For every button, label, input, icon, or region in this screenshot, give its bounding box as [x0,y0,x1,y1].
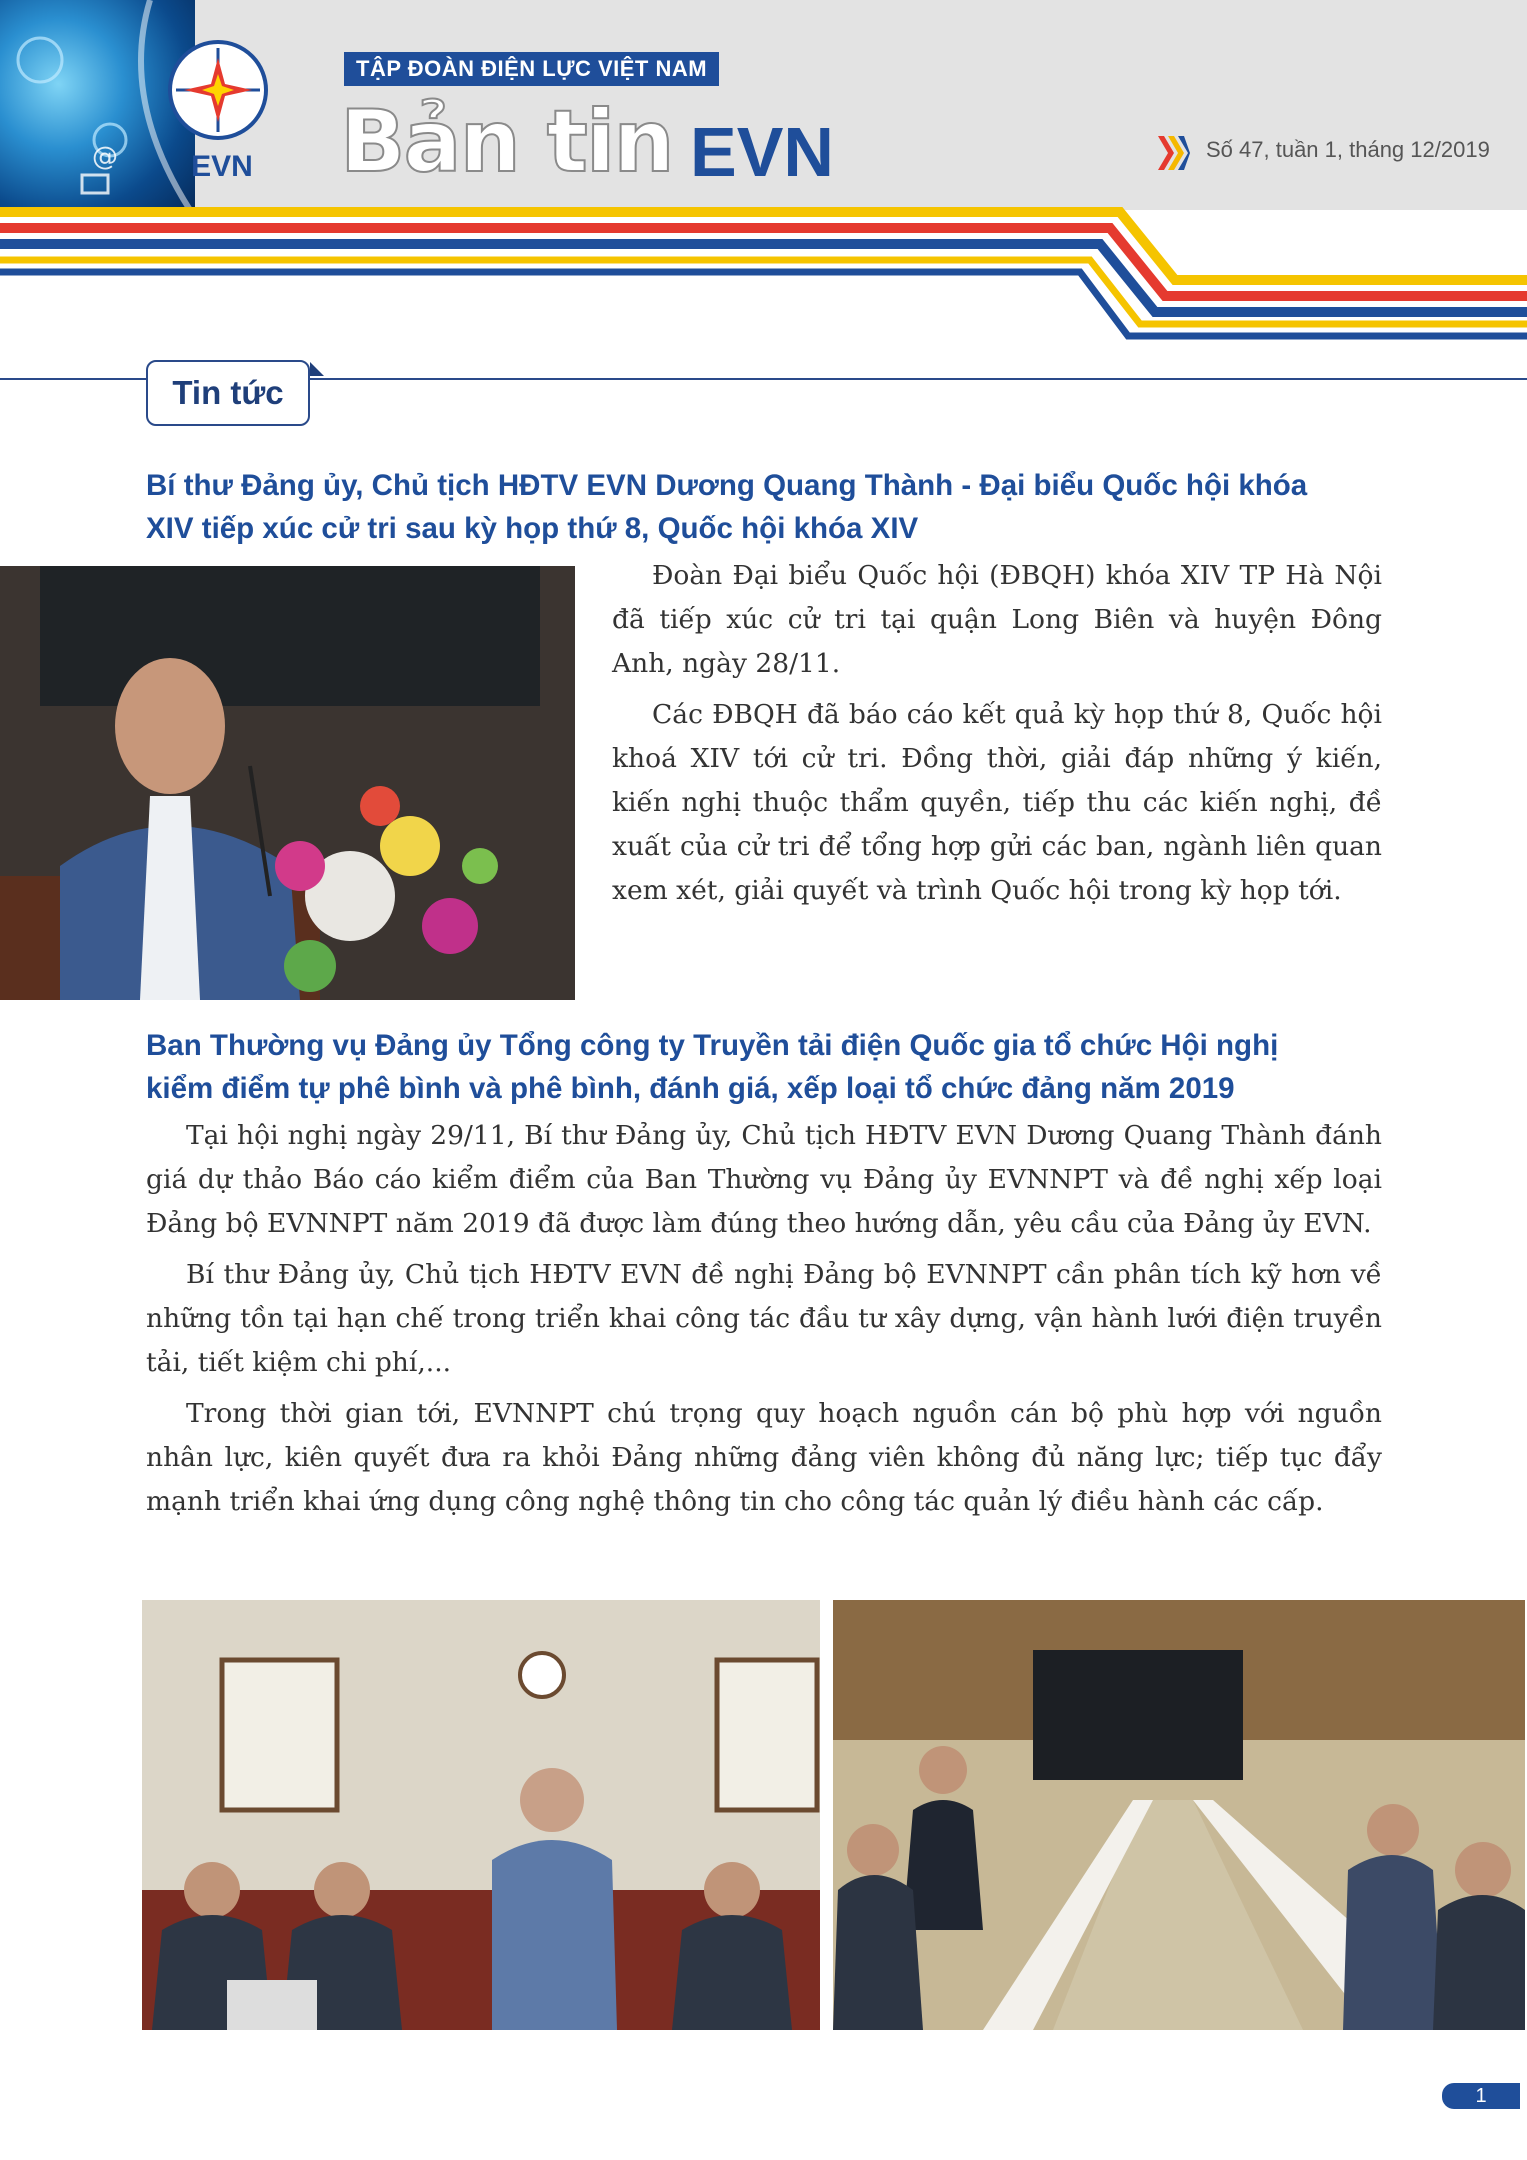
article2-paragraph: Trong thời gian tới, EVNNPT chú trọng quy hoạch nguồn cán bộ phù hợp với nguồn nhân lực, kiên quyết đưa ra khỏi Đảng những đảng viên không đủ năng lực; tiếp tục đẩy mạnh triển khai ứng dụng công nghệ thông tin cho công tác quản lý điều hành các cấp. [146,1398,1382,1517]
article1-photo-speaker [0,566,575,1000]
article2-photo-meeting-right [833,1600,1525,2030]
article2-headline-line1: Ban Thường vụ Đảng ủy Tổng công ty Truyền tải điện Quốc gia tổ chức Hội nghị [146,1029,1279,1062]
article2-headline-line2: kiểm điểm tự phê bình và phê bình, đánh giá, xếp loại tổ chức đảng năm 2019 [146,1072,1235,1105]
article1-headline-line1: Bí thư Đảng ủy, Chủ tịch HĐTV EVN Dương Quang Thành - Đại biểu Quốc hội khóa [146,469,1308,502]
svg-text:@: @ [92,142,118,172]
article1-paragraph: Các ĐBQH đã báo cáo kết quả kỳ họp thứ 8, Quốc hội khoá XIV tới cử tri. Đồng thời, giải đáp những ý kiến, kiến nghị thuộc thẩm quyền, tiếp thu các kiến nghị, đề xuất của cử tri để tổng hợp gửi các ban, ngành liên quan xem xét, giải quyết và trình Quốc hội trong kỳ họp tới. [612,699,1382,906]
article1-paragraph: Đoàn Đại biểu Quốc hội (ĐBQH) khóa XIV TP Hà Nội đã tiếp xúc cử tri tại quận Long Biên và huyện Đông Anh, ngày 28/11. [612,560,1382,679]
section-label-text: Tin tức [172,374,284,411]
header-tech-graphic [0,0,195,210]
issue-info: Số 47, tuần 1, tháng 12/2019 [1206,137,1490,162]
article1-headline-line2: XIV tiếp xúc cử tri sau kỳ họp thứ 8, Quốc hội khóa XIV [146,512,919,545]
article2-body [146,1114,1382,1531]
section-tab-corner [310,362,324,376]
chevron-icon [1158,136,1190,170]
evn-logo [168,40,268,140]
page-number: 1 [1442,2083,1520,2109]
newsletter-title-evn: EVN [690,113,834,191]
newsletter-title: Bản tin [340,92,673,192]
corporation-name: TẬP ĐOÀN ĐIỆN LỰC VIỆT NAM [344,52,719,86]
header-stripes [0,200,1527,350]
section-label [146,360,310,426]
article2-photo-meeting-left [142,1600,820,2030]
article2-headline [146,1024,1396,1110]
article1-headline [146,464,1396,550]
evn-logo-text: EVN [191,150,253,183]
article2-paragraph: Tại hội nghị ngày 29/11, Bí thư Đảng ủy, Chủ tịch HĐTV EVN Dương Quang Thành đánh giá dự thảo Báo cáo kiểm điểm của Ban Thường vụ Đảng ủy EVNNPT và đề nghị xếp loại Đảng bộ EVNNPT năm 2019 đã được làm đúng theo hướng dẫn, yêu cầu của Đảng ủy EVN. [146,1120,1382,1239]
article1-body [612,554,1382,920]
article2-paragraph: Bí thư Đảng ủy, Chủ tịch HĐTV EVN đề nghị Đảng bộ EVNNPT cần phân tích kỹ hơn về những tồn tại hạn chế trong triển khai công tác đầu tư xây dựng, vận hành lưới điện truyền tải, tiết kiệm chi phí,... [146,1259,1382,1378]
